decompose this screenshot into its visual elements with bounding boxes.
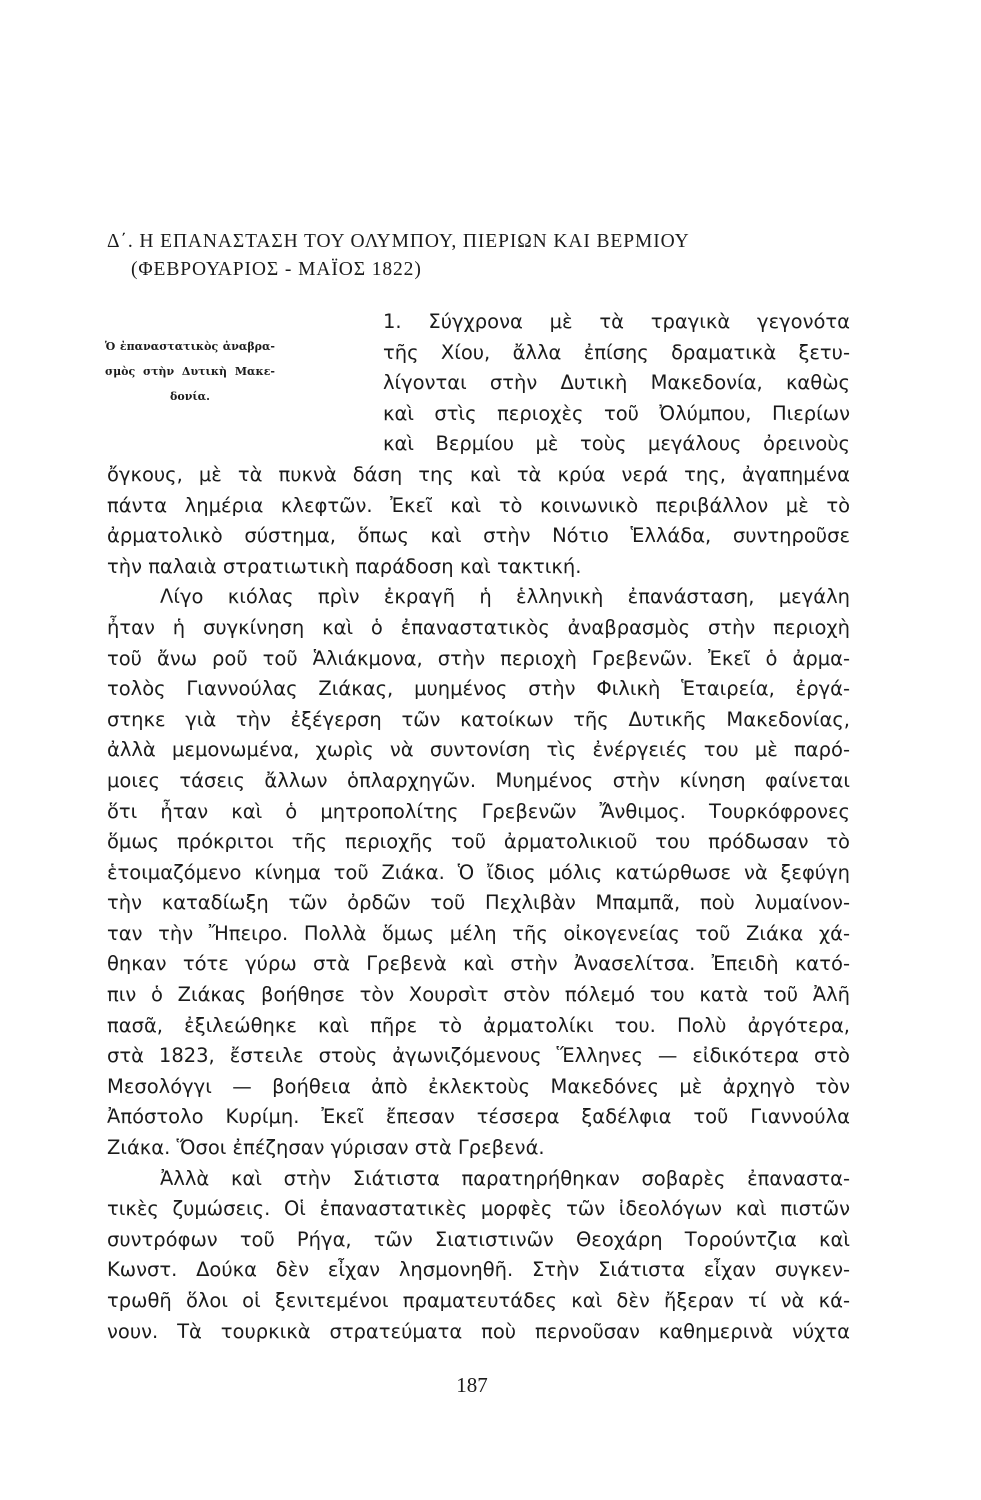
margin-note-line: σμὸς στὴν Δυτικὴ Μακε- bbox=[105, 365, 275, 378]
body-line: τοῦ ἄνω ροῦ τοῦ Ἁλιάκμονα, στὴν περιοχὴ Γρεβενῶν. Ἐκεῖ ὁ ἀρμα- bbox=[107, 646, 850, 670]
body-line: τικὲς ζυμώσεις. Οἱ ἐπαναστατικὲς μορφὲς τῶν ἰδεολόγων καὶ πιστῶν bbox=[107, 1197, 850, 1221]
body-line: τὴν παλαιὰ στρατιωτικὴ παράδοση καὶ τακτική. bbox=[107, 554, 582, 578]
body-line: ὅμως πρόκριτοι τῆς περιοχῆς τοῦ ἀρματολικιοῦ του πρόδωσαν τὸ bbox=[107, 830, 850, 854]
body-line: τῆς Χίου, ἄλλα ἐπίσης δραματικὰ ξετυ- bbox=[383, 340, 850, 364]
body-line: τολὸς Γιαννούλας Ζιάκας, μυημένος στὴν Φιλικὴ Ἑταιρεία, ἐργά- bbox=[107, 677, 850, 701]
body-line: 1. Σύγχρονα μὲ τὰ τραγικὰ γεγονότα bbox=[383, 310, 850, 333]
body-line: Κωνστ. Δούκα δὲν εἶχαν λησμονηθῆ. Στὴν Σιάτιστα εἶχαν συγκεν- bbox=[107, 1258, 850, 1282]
body-line: πιν ὁ Ζιάκας βοήθησε τὸν Χουρσὶτ στὸν πόλεμό του κατὰ τοῦ Ἀλῆ bbox=[107, 983, 850, 1007]
body-line: μοιες τάσεις ἄλλων ὁπλαρχηγῶν. Μυημένος στὴν κίνηση φαίνεται bbox=[107, 768, 850, 792]
body-line: ὅτι ἦταν καὶ ὁ μητροπολίτης Γρεβενῶν Ἄνθιμος. Τουρκόφρονες bbox=[107, 799, 850, 823]
body-line: ὄγκους, μὲ τὰ πυκνὰ δάση της καὶ τὰ κρύα νερά της, ἀγαπημένα bbox=[107, 462, 850, 486]
body-line: πασᾶ, ἐξιλεώθηκε καὶ πῆρε τὸ ἀρματολίκι του. Πολὺ ἀργότερα, bbox=[107, 1013, 850, 1037]
margin-note-line: δονία. bbox=[170, 390, 210, 403]
body-line: Μεσολόγγι — βοήθεια ἀπὸ ἐκλεκτοὺς Μακεδόνες μὲ ἀρχηγὸ τὸν bbox=[107, 1074, 850, 1098]
body-line: στὰ 1823, ἔστειλε στοὺς ἀγωνιζόμενους Ἕλληνες — εἰδικότερα στὸ bbox=[107, 1044, 850, 1068]
body-line: Ζιάκα. Ὅσοι ἐπέζησαν γύρισαν στὰ Γρεβενά. bbox=[107, 1136, 545, 1160]
body-line: τρωθῆ ὅλοι οἱ ξενιτεμένοι πραματευτάδες καὶ δὲν ἤξεραν τί νὰ κά- bbox=[107, 1289, 850, 1312]
body-line: Ἀπόστολο Κυρίμη. Ἐκεῖ ἔπεσαν τέσσερα ξαδέλφια τοῦ Γιαννούλα bbox=[107, 1105, 850, 1129]
body-line: Λίγο κιόλας πρὶν ἐκραγῆ ἡ ἑλληνικὴ ἐπανάσταση, μεγάλη bbox=[160, 585, 850, 609]
body-line: ἦταν ἡ συγκίνηση καὶ ὁ ἐπαναστατικὸς ἀναβρασμὸς στὴν περιοχὴ bbox=[107, 615, 850, 639]
body-line: λίγονται στὴν Δυτικὴ Μακεδονία, καθὼς bbox=[383, 371, 850, 395]
body-line: Ἀλλὰ καὶ στὴν Σιάτιστα παρατηρήθηκαν σοβαρὲς ἐπαναστα- bbox=[160, 1166, 850, 1190]
section-title: Δ΄. Η ΕΠΑΝΑΣΤΑΣΗ ΤΟΥ ΟΛΥΜΠΟΥ, ΠΙΕΡΙΩΝ ΚΑΙ ΒΕΡΜΙΟΥ bbox=[107, 231, 690, 252]
section-dates: (ΦΕΒΡΟΥΑΡΙΟΣ - ΜΑΪΟΣ 1822) bbox=[131, 259, 422, 280]
page-number: 187 bbox=[456, 1373, 488, 1397]
body-line: νουν. Τὰ τουρκικὰ στρατεύματα ποὺ περνοῦσαν καθημερινὰ νύχτα bbox=[107, 1319, 850, 1343]
body-line: πάντα λημέρια κλεφτῶν. Ἐκεῖ καὶ τὸ κοινωνικὸ περιβάλλον μὲ τὸ bbox=[107, 493, 850, 517]
body-line: ἀρματολικὸ σύστημα, ὅπως καὶ στὴν Νότιο Ἑλλάδα, συντηροῦσε bbox=[107, 524, 850, 548]
section-heading bbox=[107, 228, 867, 284]
body-line: ταν τὴν Ἤπειρο. Πολλὰ ὅμως μέλη τῆς οἰκογενείας τοῦ Ζιάκα χά- bbox=[107, 921, 850, 945]
margin-note-line: Ὁ ἐπαναστατικὸς ἀναβρα- bbox=[105, 340, 275, 353]
body-line: τὴν καταδίωξη τῶν ὀρδῶν τοῦ Πεχλιβὰν Μπαμπᾶ, ποὺ λυμαίνον- bbox=[107, 891, 850, 915]
body-line: ἑτοιμαζόμενο κίνημα τοῦ Ζιάκα. Ὁ ἴδιος μόλις κατώρθωσε νὰ ξεφύγη bbox=[107, 860, 850, 884]
body-line: καὶ στὶς περιοχὲς τοῦ Ὀλύμπου, Πιερίων bbox=[383, 401, 850, 425]
body-line: θηκαν τότε γύρω στὰ Γρεβενὰ καὶ στὴν Ἀνασελίτσα. Ἐπειδὴ κατό- bbox=[107, 952, 850, 976]
body-line: ἀλλὰ μεμονωμένα, χωρὶς νὰ συντονίση τὶς ἐνέργειές του μὲ παρό- bbox=[107, 738, 850, 762]
body-line: καὶ Βερμίου μὲ τοὺς μεγάλους ὀρεινοὺς bbox=[383, 432, 850, 456]
body-line: συντρόφων τοῦ Ρήγα, τῶν Σιατιστινῶν Θεοχάρη Τορούντζια καὶ bbox=[107, 1227, 850, 1251]
body-text bbox=[107, 307, 850, 1347]
body-line: στηκε γιὰ τὴν ἐξέγερση τῶν κατοίκων τῆς Δυτικῆς Μακεδονίας, bbox=[107, 707, 850, 731]
